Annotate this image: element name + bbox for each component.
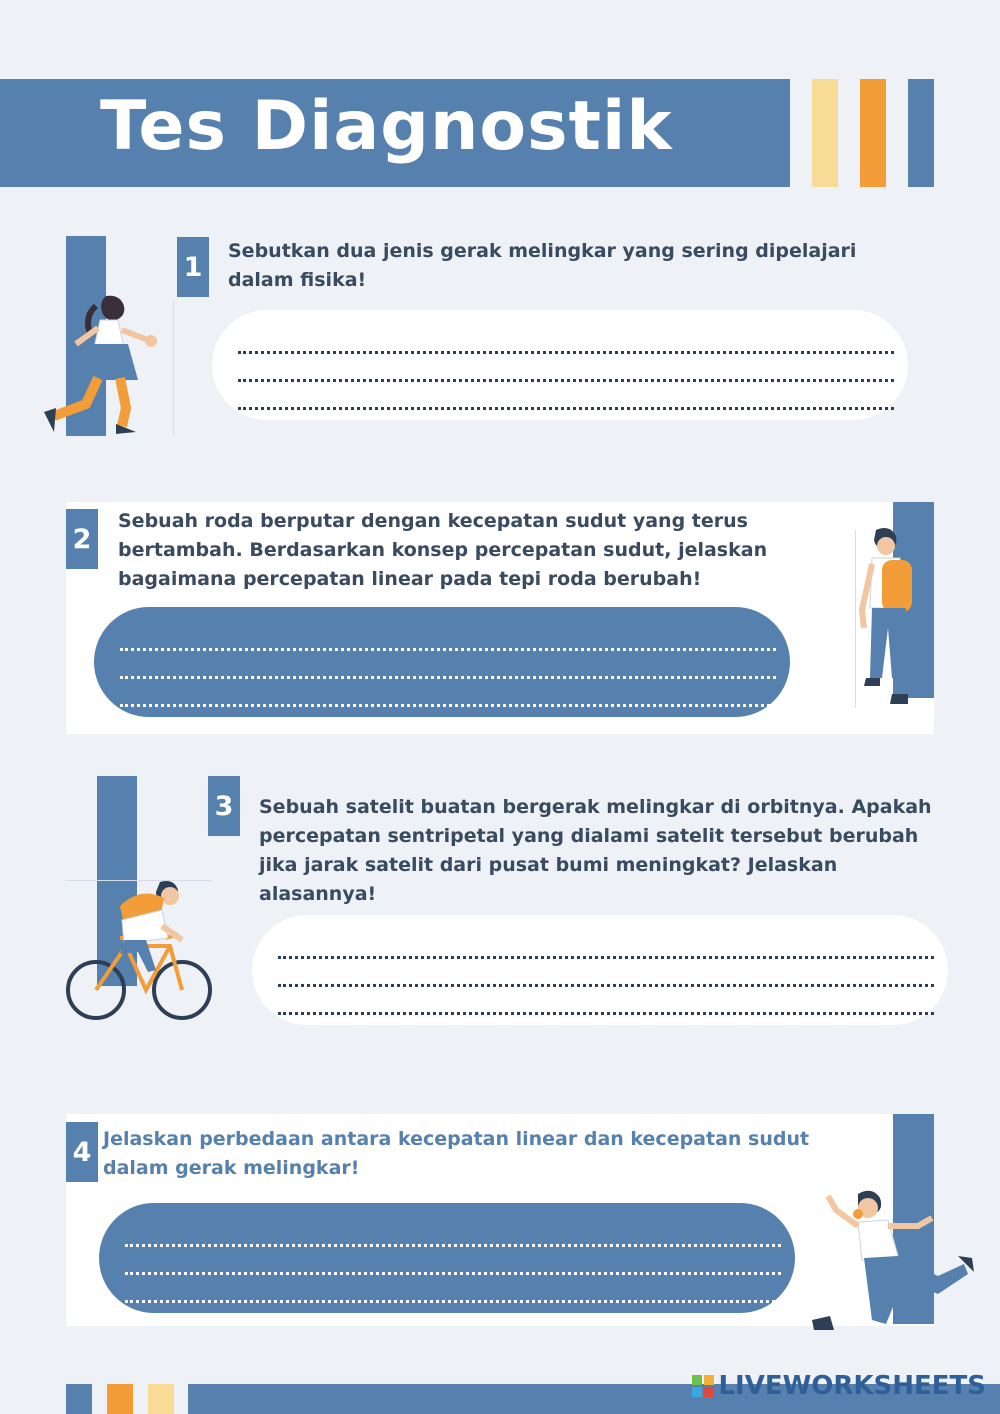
- header-stripe-orange: [860, 79, 886, 187]
- cyclist-illustration: [62, 876, 216, 1022]
- answer-input-line-2[interactable]: [238, 354, 894, 382]
- answer-input-line-3[interactable]: [125, 1275, 781, 1303]
- answer-input-line-1[interactable]: [120, 623, 776, 651]
- divider-line: [173, 300, 174, 436]
- answer-box: [252, 915, 948, 1025]
- answer-input-line-2[interactable]: [278, 959, 934, 987]
- question-text: Jelaskan perbedaan antara kecepatan linear dan kecepatan sudut dalam gerak melingkar!: [103, 1128, 810, 1179]
- answer-input-line-3[interactable]: [238, 382, 894, 410]
- question-number-badge: 3: [208, 776, 240, 836]
- answer-box: [99, 1203, 795, 1313]
- answer-input-line-3[interactable]: [120, 679, 776, 707]
- title-bar: [0, 79, 790, 187]
- question-text: Sebuah satelit buatan bergerak melingkar di orbitnya. Apakah percepatan sentripetal yang dialami satelit tersebut berubah jika jarak satelit dari pusat bumi meningkat? Jelaskan alasannya!: [259, 796, 932, 905]
- question-text: Sebuah roda berputar dengan kecepatan sudut yang terus bertambah. Berdasarkan konsep percepatan sudut, jelaskan bagaimana percepatan linear pada tepi roda berubah!: [118, 510, 768, 590]
- answer-box: [94, 607, 790, 717]
- header-stripe-yellow: [812, 79, 838, 187]
- answer-box: [212, 310, 908, 420]
- running-boy-illustration: [808, 1186, 980, 1336]
- brand-name: LIVEWORKSHEETS: [718, 1371, 986, 1401]
- footer-stripe-blue: [66, 1384, 92, 1414]
- header-stripe-blue: [908, 79, 934, 187]
- page-title: Tes Diagnostik: [100, 87, 673, 166]
- footer-stripe-orange: [107, 1384, 133, 1414]
- answer-input-line-1[interactable]: [278, 931, 934, 959]
- liveworksheets-brand[interactable]: [692, 1371, 986, 1401]
- footer-stripe-yellow: [148, 1384, 174, 1414]
- answer-input-line-1[interactable]: [125, 1219, 781, 1247]
- question-text: Sebutkan dua jenis gerak melingkar yang sering dipelajari dalam fisika!: [228, 240, 857, 291]
- answer-input-line-3[interactable]: [278, 987, 934, 1015]
- student-backpack-illustration: [852, 524, 926, 710]
- question-number-badge: 2: [66, 509, 98, 569]
- answer-input-line-1[interactable]: [238, 326, 894, 354]
- question-number-badge: 1: [177, 237, 209, 297]
- answer-input-line-2[interactable]: [125, 1247, 781, 1275]
- running-girl-illustration: [36, 286, 166, 441]
- question-number-badge: 4: [66, 1122, 98, 1182]
- liveworksheets-logo-icon: [692, 1375, 714, 1397]
- answer-input-line-2[interactable]: [120, 651, 776, 679]
